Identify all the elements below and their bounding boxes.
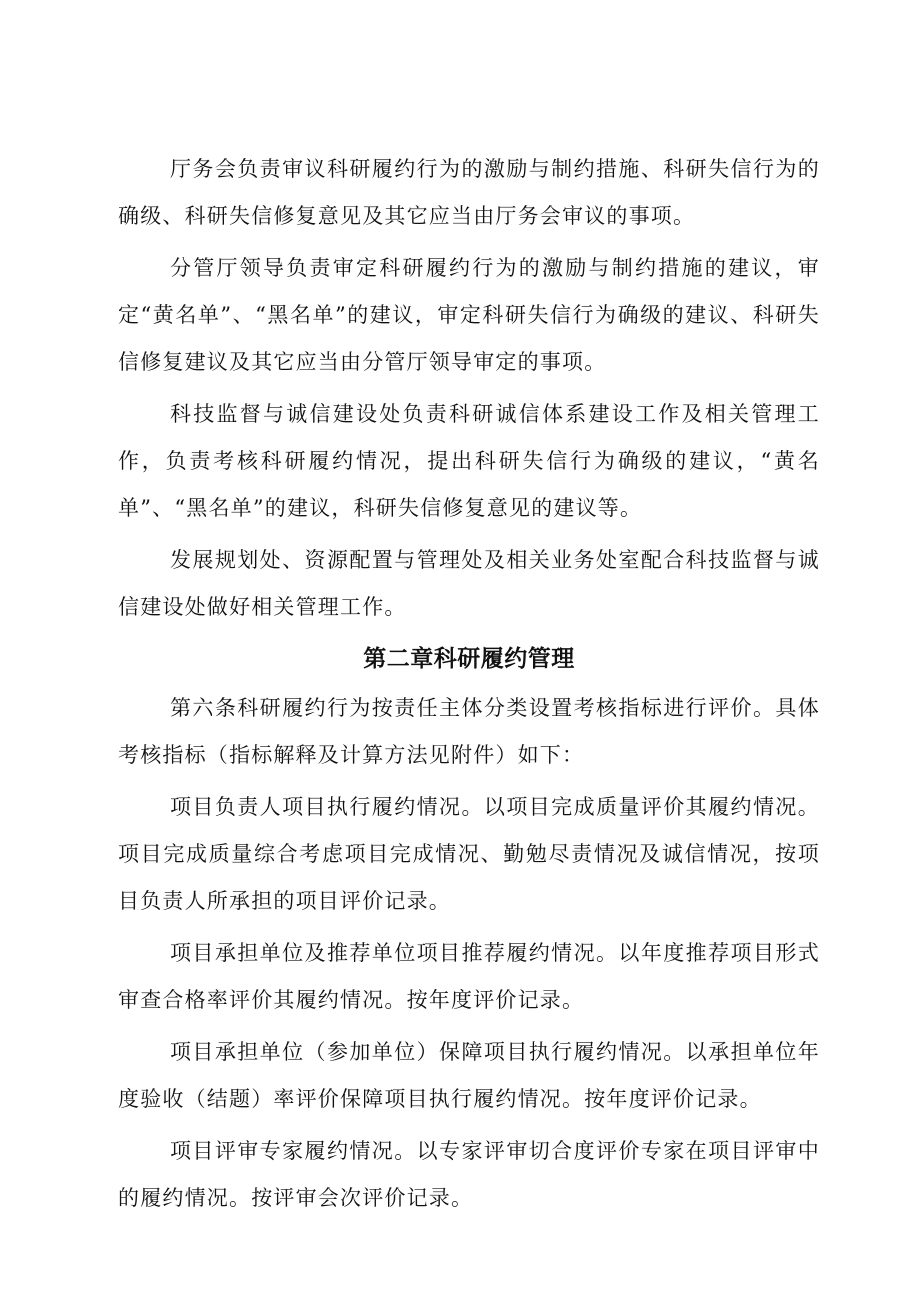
paragraph-recommending-unit: 项目承担单位及推荐单位项目推荐履约情况。以年度推荐项目形式审查合格率评价其履约情况。按年度评价记录。: [118, 941, 820, 1012]
chapter-title: 第二章科研履约管理: [363, 646, 575, 672]
paragraph-project-leader: 项目负责人项目执行履约情况。以项目完成质量评价其履约情况。项目完成质量综合考虑项目完成情况、勤勉尽责情况及诚信情况，按项目负责人所承担的项目评价记录。: [118, 795, 820, 913]
paragraph-supervision-office: 科技监督与诚信建设处负责科研诚信体系建设工作及相关管理工作，负责考核科研履约情况，提出科研失信行为确级的建议，“黄名单”、“黑名单”的建议，科研失信修复意见的建议等。: [118, 402, 820, 520]
paragraph-leader-approval: 分管厅领导负责审定科研履约行为的激励与制约措施的建议，审定“黄名单”、“黑名单”的建议，审定科研失信行为确级的建议、科研失信修复建议及其它应当由分管厅领导审定的事项。: [118, 256, 820, 374]
paragraph-cooperating-offices: 发展规划处、资源配置与管理处及相关业务处室配合科技监督与诚信建设处做好相关管理工作。: [118, 548, 820, 619]
paragraph-article-six: 第六条科研履约行为按责任主体分类设置考核指标进行评价。具体考核指标（指标解释及计算方法见附件）如下：: [118, 696, 820, 767]
paragraph-office-meeting: 厅务会负责审议科研履约行为的激励与制约措施、科研失信行为的确级、科研失信修复意见及其它应当由厅务会审议的事项。: [118, 157, 820, 228]
paragraph-review-expert: 项目评审专家履约情况。以专家评审切合度评价专家在项目评审中的履约情况。按评审会次评价记录。: [118, 1139, 820, 1210]
paragraph-undertaking-unit: 项目承担单位（参加单位）保障项目执行履约情况。以承担单位年度验收（结题）率评价保障项目执行履约情况。按年度评价记录。: [118, 1040, 820, 1111]
